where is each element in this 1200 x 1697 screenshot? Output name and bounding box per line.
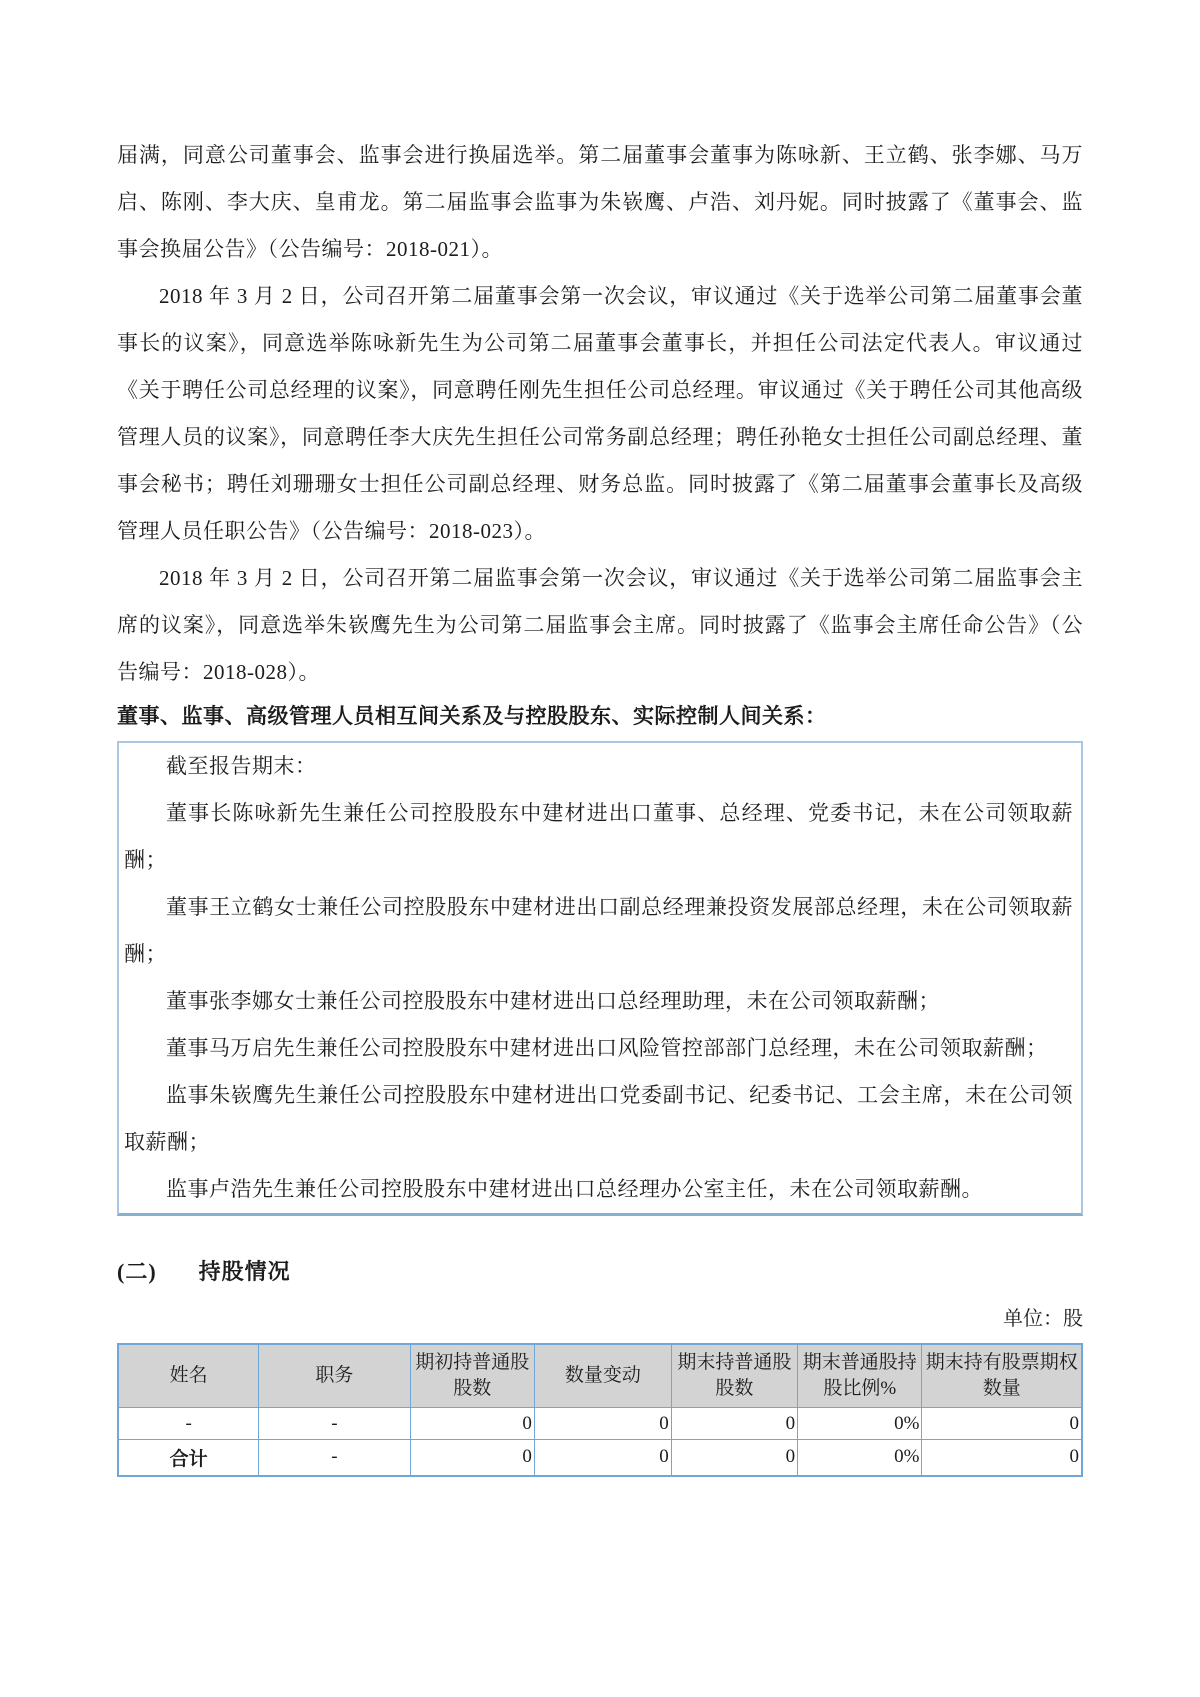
cell-name: - (118, 1408, 259, 1440)
col-header-change: 数量变动 (534, 1344, 671, 1408)
box-line-1: 截至报告期末： (166, 754, 317, 778)
cell-closing-shares: 0 (671, 1408, 797, 1440)
section-heading (117, 1257, 1083, 1287)
table-header-row (118, 1344, 1082, 1408)
col-header-opening-shares: 期初持普通股股数 (410, 1344, 534, 1408)
cell-options: 0 (922, 1408, 1082, 1440)
cell-total-change: 0 (534, 1440, 671, 1476)
relationship-box (117, 741, 1083, 1216)
unit-label: 单位：股 (1003, 1308, 1083, 1330)
box-line-3: 董事王立鹤女士兼任公司控股股东中建材进出口副总经理兼投资发展部总经理，未在公司领取薪酬； (124, 895, 1073, 966)
body-paragraph-3: 2018 年 3 月 2 日，公司召开第二届监事会第一次会议，审议通过《关于选举公司第二届监事会主席的议案》，同意选举朱嵚鹰先生为公司第二届监事会主席。同时披露了《监事会主席任命公告》（公告编号：2018-028）。 (117, 566, 1083, 684)
cell-total-options: 0 (922, 1440, 1082, 1476)
cell-closing-ratio: 0% (798, 1408, 922, 1440)
cell-total-opening-shares: 0 (410, 1440, 534, 1476)
table-row (118, 1408, 1082, 1440)
shareholding-table (117, 1343, 1083, 1477)
col-header-name: 姓名 (118, 1344, 259, 1408)
cell-opening-shares: 0 (410, 1408, 534, 1440)
col-header-closing-ratio: 期末普通股持股比例% (798, 1344, 922, 1408)
body-paragraph-2: 2018 年 3 月 2 日，公司召开第二届董事会第一次会议，审议通过《关于选举公司第二届董事会董事长的议案》，同意选举陈咏新先生为公司第二届董事会董事长，并担任公司法定代表人。审议通过《关于聘任公司总经理的议案》，同意聘任刚先生担任公司总经理。审议通过《关于聘任公司其他高级管理人员的议案》，同意聘任李大庆先生担任公司常务副总经理；聘任孙艳女士担任公司副总经理、董事会秘书；聘任刘珊珊女士担任公司副总经理、财务总监。同时披露了《第二届董事会董事长及高级管理人员任职公告》（公告编号：2018-023）。 (117, 284, 1083, 543)
cell-change: 0 (534, 1408, 671, 1440)
box-line-7: 监事卢浩先生兼任公司控股股东中建材进出口总经理办公室主任，未在公司领取薪酬。 (166, 1177, 983, 1201)
table-total-row (118, 1440, 1082, 1476)
box-line-4: 董事张李娜女士兼任公司控股股东中建材进出口总经理助理，未在公司领取薪酬； (166, 989, 940, 1013)
section-number: (二) (117, 1259, 157, 1284)
box-line-6: 监事朱嵚鹰先生兼任公司控股股东中建材进出口党委副书记、纪委书记、工会主席，未在公司领取薪酬； (124, 1083, 1073, 1154)
section-title: 持股情况 (198, 1259, 291, 1284)
cell-total-closing-ratio: 0% (798, 1440, 922, 1476)
cell-position: - (259, 1408, 410, 1440)
cell-total-label: 合计 (118, 1440, 259, 1476)
body-paragraph-1: 届满，同意公司董事会、监事会进行换届选举。第二届董事会董事为陈咏新、王立鹤、张李娜、马万启、陈刚、李大庆、皇甫龙。第二届监事会监事为朱嵚鹰、卢浩、刘丹妮。同时披露了《董事会、监事会换届公告》（公告编号：2018-021）。 (117, 143, 1083, 261)
box-line-5: 董事马万启先生兼任公司控股股东中建材进出口风险管控部部门总经理，未在公司领取薪酬； (166, 1036, 1048, 1060)
cell-total-position: - (259, 1440, 410, 1476)
col-header-position: 职务 (259, 1344, 410, 1408)
cell-total-closing-shares: 0 (671, 1440, 797, 1476)
col-header-options: 期末持有股票期权数量 (922, 1344, 1082, 1408)
box-line-2: 董事长陈咏新先生兼任公司控股股东中建材进出口董事、总经理、党委书记，未在公司领取薪酬； (124, 801, 1073, 872)
relationship-heading: 董事、监事、高级管理人员相互间关系及与控股股东、实际控制人间关系： (117, 704, 827, 728)
col-header-closing-shares: 期末持普通股股数 (671, 1344, 797, 1408)
